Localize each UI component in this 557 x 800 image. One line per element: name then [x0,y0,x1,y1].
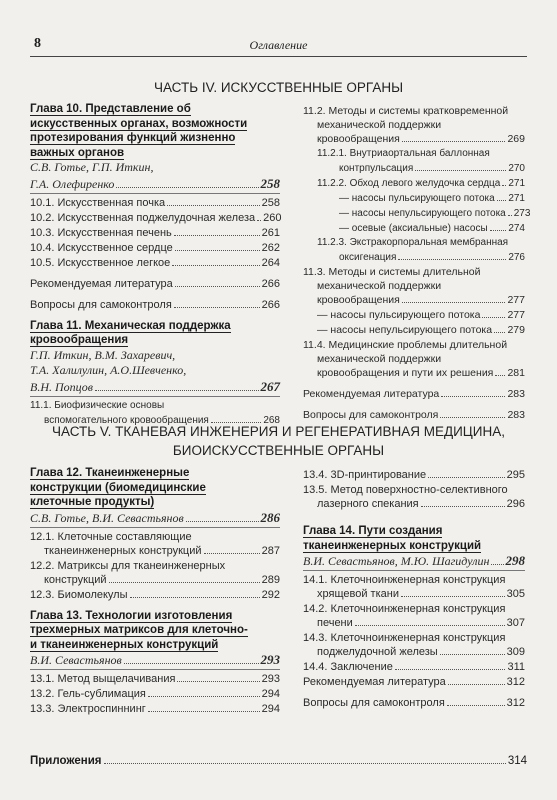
toc-entry[interactable]: 14.4. Заключение 311 [303,661,525,673]
chapter-10-authors-page: Г.А. Олефиренко 258 [30,175,280,191]
toc-entry[interactable]: 14.2. Клеточноинженерная конструкция печени 307 [303,603,525,629]
toc-entry[interactable]: Рекомендуемая литература 283 [303,388,525,400]
toc-entry[interactable]: 10.2. Искусственная поджелудочная железа 260 [30,211,282,224]
toc-entry[interactable]: 11.2.1. Внутриаортальная баллонная контрпульсация 270 [317,148,525,174]
part-4-title: ЧАСТЬ IV. ИСКУССТВЕННЫЕ ОРГАНЫ [153,80,404,95]
toc-entry[interactable]: — насосы пульсирующего потока 271 [339,193,525,204]
chapter-10-authors: С.В. Готье, Г.П. Иткин, [30,160,154,174]
toc-entry[interactable]: 10.5. Искусственное легкое 264 [30,256,280,269]
chapter-13-authors-page: В.И. Севастьянов 293 [30,652,280,667]
chapter-10-title: Глава 10. Представление об искусственных органах, возможности протезирования функций жизненно важных органов [30,103,248,159]
running-title: Оглавление [249,38,308,52]
toc-entry[interactable]: 11.3. Методы и системы длительной механической поддержки кровообращения 277 [303,266,525,306]
toc-entry[interactable]: 13.4. 3D-принтирование 295 [303,469,525,481]
header-rule [30,56,527,57]
toc-entry[interactable]: 11.2.3. Экстракорпоральная мембранная оксигенация 276 [317,237,525,263]
toc-entry[interactable]: — насосы непульсирующего потока 279 [317,324,525,336]
toc-entry[interactable]: 10.4. Искусственное сердце 262 [30,241,280,254]
chapter-12-title: Глава 12. Тканеинженерные конструкции (биомедицинские клеточные продукты) [30,467,206,508]
toc-entry[interactable]: 13.3. Электроспиннинг 294 [30,703,280,715]
toc-entry[interactable]: — насосы пульсирующего потока 277 [317,309,525,321]
part5-left-column [30,466,280,717]
toc-entry[interactable]: 14.3. Клеточноинженерная конструкция поджелудочной железы 309 [303,632,525,658]
toc-entry[interactable]: — осевые (аксиальные) насосы 274 [339,223,525,234]
part4-left-column [30,102,280,428]
toc-entry[interactable]: Рекомендуемая литература 266 [30,277,280,290]
toc-entry[interactable]: 13.1. Метод выщелачивания 293 [30,673,280,685]
part4-right-column [303,104,531,423]
appendix-entry[interactable]: Приложения 314 [30,755,527,767]
part5-right-column [303,468,525,711]
page-header [0,0,557,62]
toc-entry[interactable]: 10.3. Искусственная печень 261 [30,226,280,239]
toc-entry[interactable]: 12.2. Матриксы для тканеинженерных конструкций 289 [30,559,280,586]
toc-entry[interactable]: 10.1. Искусственная почка 258 [30,196,280,209]
chapter-11-title: Глава 11. Механическая поддержка кровообращения [30,319,231,346]
toc-entry[interactable]: 12.3. Биомолекулы 292 [30,588,280,601]
page-number: 8 [34,36,41,51]
toc-entry[interactable]: 12.1. Клеточные составляющие тканеинженерных конструкций 287 [30,530,280,557]
chapter-11-authors-page: В.Н. Попцов 267 [30,378,280,394]
toc-entry[interactable]: Вопросы для самоконтроля 266 [30,298,280,311]
toc-entry[interactable]: 11.2. Методы и системы кратковременной механической поддержки кровообращения 269 [303,105,525,145]
toc-entry[interactable]: Рекомендуемая литература 312 [303,676,525,688]
toc-entry[interactable]: 13.5. Метод поверхностно-селективного лазерного спекания 296 [303,484,525,510]
toc-entry[interactable]: 11.1. Биофизические основы вспомогательного кровообращения 268 [30,399,280,426]
chapter-11-authors: Г.П. Иткин, В.М. Захаревич, [30,347,176,362]
toc-entry[interactable]: 13.2. Гель-сублимация 294 [30,688,280,700]
toc-entry[interactable]: — насосы непульсирующего потока 273 [339,208,531,219]
toc-entry[interactable]: Вопросы для самоконтроля 283 [303,409,525,421]
toc-entry[interactable]: 14.1. Клеточноинженерная конструкция хрящевой ткани 305 [303,574,525,600]
chapter-14-authors-page: В.И. Севастьянов, М.Ю. Шагидулин 298 [303,553,525,568]
toc-entry[interactable]: 11.2.2. Обход левого желудочка сердца 271 [317,178,526,189]
chapter-12-authors-page: С.В. Готье, В.И. Севастьянов 286 [30,509,280,525]
chapter-14-title: Глава 14. Пути создания тканеинженерных конструкций [303,525,482,552]
part-5-title: ЧАСТЬ V. ТКАНЕВАЯ ИНЖЕНЕРИЯ И РЕГЕНЕРАТИВНАЯ МЕДИЦИНА, БИОИСКУССТВЕННЫЕ ОРГАНЫ [51,424,506,458]
toc-entry[interactable]: 11.4. Медицинские проблемы длительной механической поддержки кровообращения и пути их решения 281 [303,339,525,379]
chapter-11-authors: Т.А. Халилулин, А.О.Шевченко, [30,363,187,377]
toc-entry[interactable]: Вопросы для самоконтроля 312 [303,697,525,709]
chapter-13-title: Глава 13. Технологии изготовления трехмерных матриксов для клеточно- и тканеинженерных конструкций [30,609,248,651]
